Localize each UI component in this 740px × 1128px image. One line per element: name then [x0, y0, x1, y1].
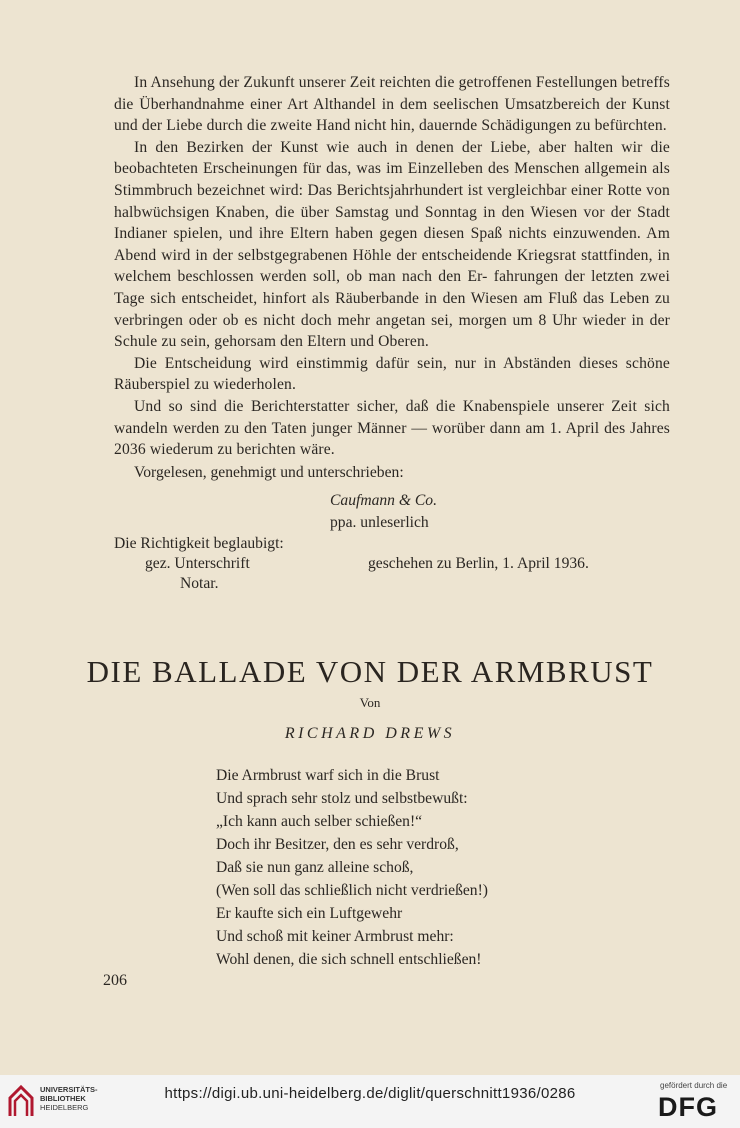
signature-ppa: ppa. unleserlich: [330, 514, 429, 531]
permalink-url[interactable]: https://digi.ub.uni-heidelberg.de/diglit/querschnitt1936/0286: [164, 1085, 576, 1102]
poem-line: Die Armbrust warf sich in die Brust: [216, 767, 440, 784]
poem-line: Er kaufte sich ein Luftgewehr: [216, 905, 403, 922]
page-number: 206: [103, 972, 127, 989]
prose-paragraph-1: In Ansehung der Zukunft unserer Zeit reichten die getroffenen Festellungen betreffs die Überhandnahme einer Art Althandel in dem seelischen Umsatzbereich der Kunst und der Liebe durch die zweite Hand nicht hin, dauernde Schädigungen zu befürchten.: [114, 74, 670, 135]
poem-line: Und sprach sehr stolz und selbstbewußt:: [216, 790, 468, 807]
library-name-line: BIBLIOTHEK: [40, 1094, 86, 1103]
poem: [216, 764, 488, 971]
poem-line: Und schoß mit keiner Armbrust mehr:: [216, 928, 454, 945]
signature-geschehen: geschehen zu Berlin, 1. April 1936.: [368, 555, 589, 572]
ballad-author: RICHARD DREWS: [284, 725, 456, 742]
poem-line: Doch ihr Besitzer, den es sehr verdroß,: [216, 836, 459, 853]
signature-notar: Notar.: [180, 575, 219, 592]
poem-line: Daß sie nun ganz alleine schoß,: [216, 859, 414, 876]
signature-gez: gez. Unterschrift: [145, 555, 250, 572]
prose-text: [114, 72, 670, 461]
library-name-line: UNIVERSITÄTS-: [40, 1085, 98, 1094]
prose-paragraph-3: Die Entscheidung wird einstimmig dafür sein, nur in Abständen dieses schöne Räuberspiel zu wiederholen.: [114, 354, 670, 394]
poem-line: (Wen soll das schließlich nicht verdrießen!): [216, 882, 488, 899]
ballad-von: Von: [359, 695, 381, 710]
dfg-logo: DFG: [658, 1092, 718, 1122]
library-name-line: HEIDELBERG: [40, 1103, 89, 1112]
funded-by-label: gefördert durch die: [660, 1081, 728, 1090]
poem-line: „Ich kann auch selber schießen!“: [216, 813, 423, 830]
prose-paragraph-2: In den Bezirken der Kunst wie auch in denen der Liebe, aber halten wir die beobachteten Erscheinungen für das, was im Einzelleben des Menschen allgemein als Stimmbruch bezeichnet wird: Das Berichtsjahrhundert ist vergleichbar einer Rotte von halbwüchsigen Knaben, die über Samstag und Sonntag in den Wiesen vor der Stadt Indianer spielen, und ihre Eltern haben gegen diesen Spaß nichts einzuwenden. Am Abend wird in der selbstgegrabenen Höhle der entscheidende Kriegsrat stattfinden, in welchem beschlossen werden soll, ob man nach den Er- fahrungen der letzten zwei Tage sich entscheidet, hinfort als Räuberbande in den Wiesen am Fluß das Leben zu verbringen oder ob es nicht doch mehr angetan sei, morgen um 8 Uhr wieder in der Schule zu sein, gehorsam den Eltern und Oberen.: [114, 138, 670, 351]
signature-vorgelesen: Vorgelesen, genehmigt und unterschrieben:: [134, 464, 404, 481]
signature-firm: Caufmann & Co.: [330, 492, 438, 509]
footer-bar: [0, 1075, 740, 1128]
poem-line: Wohl denen, die sich schnell entschließen!: [216, 951, 482, 968]
ballad-title: DIE BALLADE VON DER ARMBRUST: [86, 654, 654, 689]
signature-richtigkeit: Die Richtigkeit beglaubigt:: [114, 535, 284, 552]
prose-paragraph-4: Und so sind die Berichterstatter sicher, daß die Knabenspiele unserer Zeit sich wandeln werden zu den Taten junger Männer — worüber dann am 1. April des Jahres 2036 wiederum zu berichten wäre.: [114, 397, 670, 459]
